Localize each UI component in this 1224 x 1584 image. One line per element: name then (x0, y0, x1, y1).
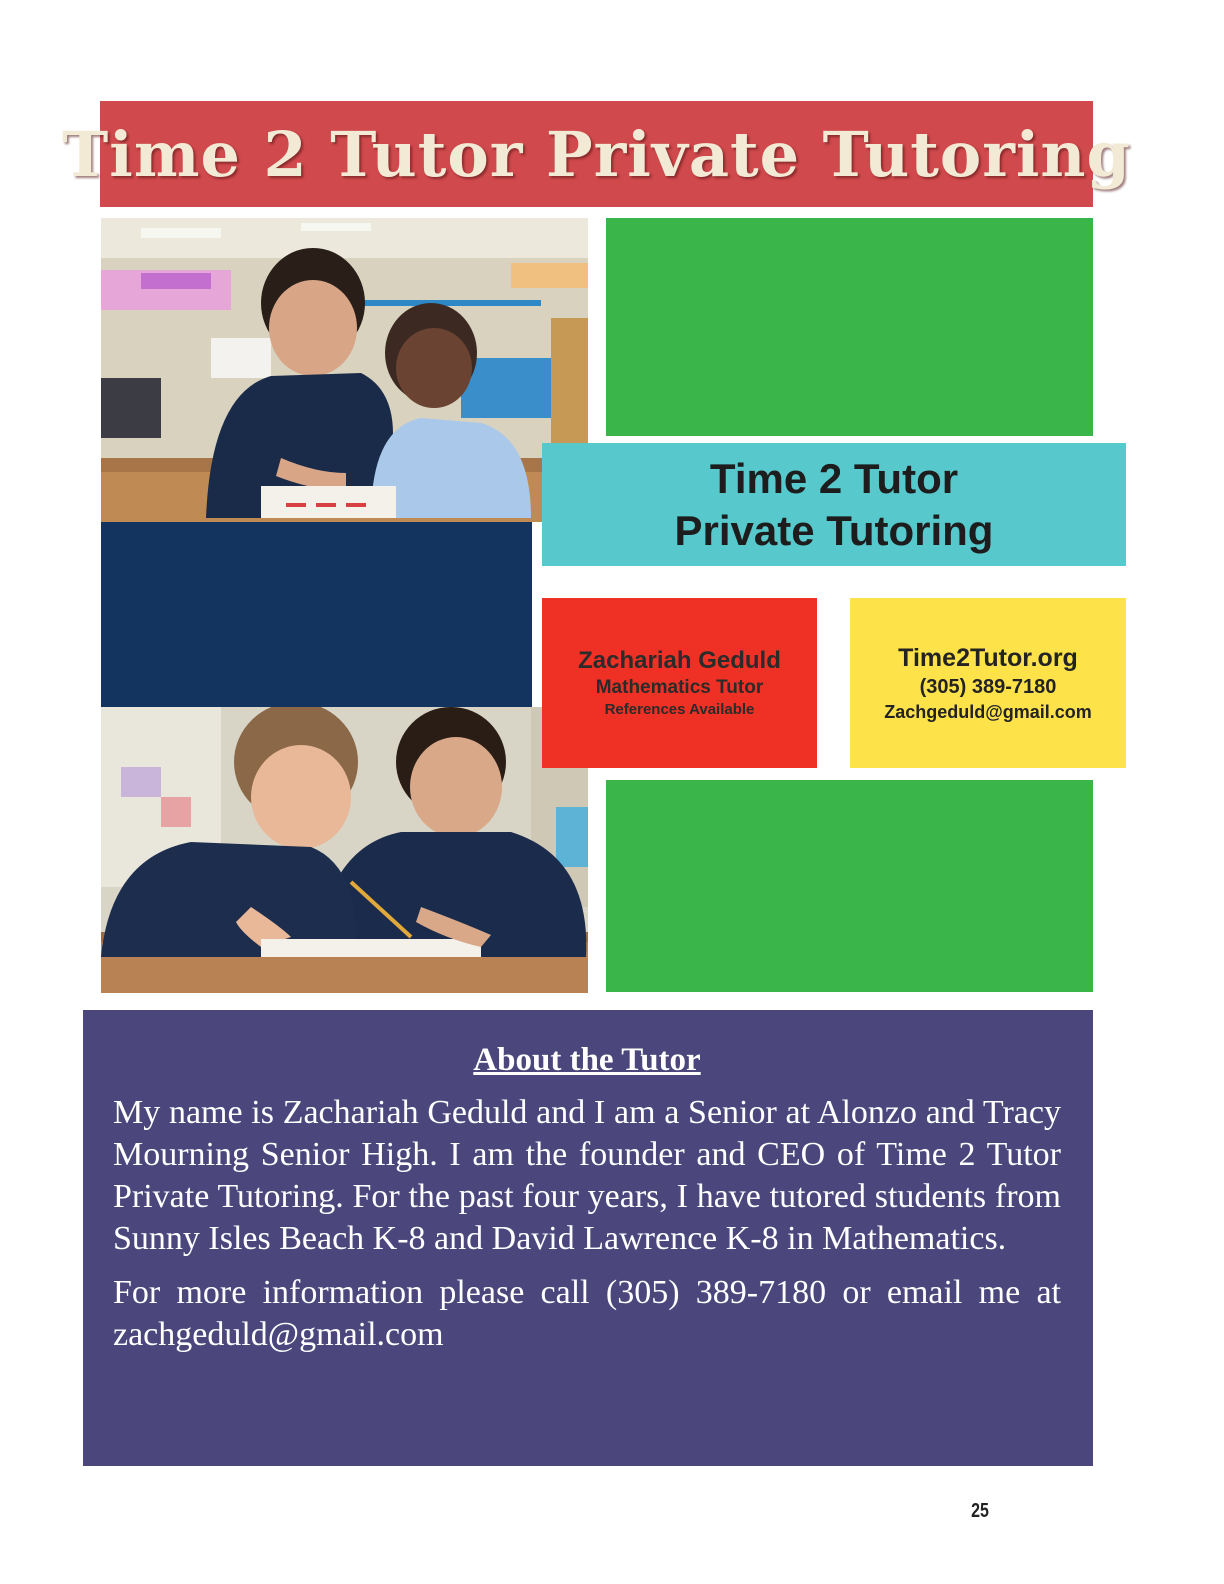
tutoring-photo-top (101, 218, 588, 522)
green-block-top (606, 218, 1093, 436)
about-section (83, 1010, 1093, 1466)
about-paragraph: My name is Zachariah Geduld and I am a Senior at Alonzo and Tracy Mourning Senior High. I am the founder and CEO of Time 2 Tutor Private Tutoring. For the past four years, I have tutored students from Sunny Isles Beach K-8 and David Lawrence K-8 in Mathematics. (113, 1094, 1061, 1257)
tutor-role: Mathematics Tutor (595, 677, 764, 698)
tutoring-photo-bottom (101, 707, 588, 993)
business-card-contact (850, 598, 1126, 768)
tutor-references: References Available (604, 701, 755, 718)
green-block-bottom (606, 780, 1093, 992)
business-card-name (542, 598, 817, 768)
card-title-line2: Private Tutoring (674, 506, 994, 554)
title-banner (62, 101, 1131, 207)
navy-block (101, 522, 532, 707)
banner-title: Time 2 Tutor Private Tutoring (62, 117, 1131, 191)
card-title-line1: Time 2 Tutor (709, 454, 959, 502)
about-heading: About the Tutor (473, 1042, 701, 1078)
contact-website: Time2Tutor.org (898, 644, 1078, 672)
tutor-name: Zachariah Geduld (578, 647, 781, 674)
tutoring-photo-icon (101, 707, 588, 993)
contact-email: Zachgeduld@gmail.com (884, 702, 1092, 722)
contact-paragraph: For more information please call (305) 389-7180 or email me at zachgeduld@gmail.com (113, 1274, 1061, 1353)
tutoring-photo-icon (101, 218, 588, 522)
contact-phone: (305) 389-7180 (919, 676, 1057, 698)
business-card-title (542, 443, 1126, 566)
page-number: 25 (971, 1500, 989, 1522)
